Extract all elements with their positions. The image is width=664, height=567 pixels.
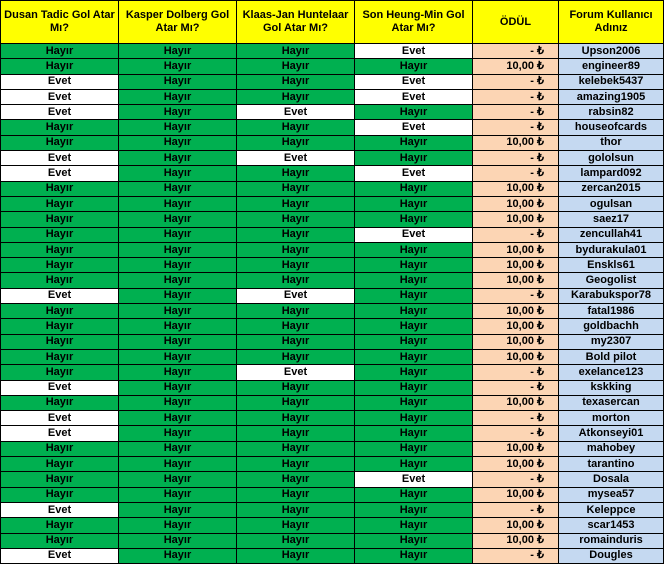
cell-odul: - ₺ [473,548,559,563]
cell-tadic: Evet [1,166,119,181]
cell-username: gololsun [559,151,664,166]
cell-odul: - ₺ [473,502,559,517]
cell-huntelaar: Hayır [237,472,355,487]
cell-son: Evet [355,74,473,89]
cell-tadic: Hayır [1,365,119,380]
table-row [1,411,664,426]
table-row [1,242,664,257]
cell-dolberg: Hayır [119,334,237,349]
header-son: Son Heung-Min Gol Atar Mı? [355,1,473,44]
cell-dolberg: Hayır [119,380,237,395]
cell-tadic: Evet [1,74,119,89]
cell-son: Hayır [355,533,473,548]
cell-odul: - ₺ [473,426,559,441]
cell-dolberg: Hayır [119,426,237,441]
cell-odul: - ₺ [473,380,559,395]
cell-odul: - ₺ [473,151,559,166]
table-row [1,548,664,563]
cell-dolberg: Hayır [119,227,237,242]
cell-tadic: Hayır [1,349,119,364]
cell-dolberg: Hayır [119,518,237,533]
cell-son: Hayır [355,319,473,334]
cell-tadic: Evet [1,105,119,120]
table-row [1,304,664,319]
table-row [1,74,664,89]
cell-huntelaar: Hayır [237,518,355,533]
cell-dolberg: Hayır [119,89,237,104]
header-row [1,1,664,44]
cell-odul: - ₺ [473,166,559,181]
cell-username: romainduris [559,533,664,548]
cell-dolberg: Hayır [119,304,237,319]
cell-dolberg: Hayır [119,349,237,364]
cell-dolberg: Hayır [119,365,237,380]
cell-odul: - ₺ [473,44,559,59]
table-row [1,426,664,441]
table-row [1,227,664,242]
table-row [1,487,664,502]
table-row [1,472,664,487]
cell-odul: 10,00 ₺ [473,349,559,364]
cell-odul: 10,00 ₺ [473,135,559,150]
header-username: Forum Kullanıcı Adınız [559,1,664,44]
cell-son: Evet [355,44,473,59]
cell-username: exelance123 [559,365,664,380]
cell-huntelaar: Hayır [237,89,355,104]
cell-username: houseofcards [559,120,664,135]
cell-son: Hayır [355,181,473,196]
cell-username: scar1453 [559,518,664,533]
cell-username: Keleppce [559,502,664,517]
cell-tadic: Hayır [1,472,119,487]
cell-son: Hayır [355,395,473,410]
cell-dolberg: Hayır [119,196,237,211]
cell-son: Hayır [355,426,473,441]
cell-username: Dosala [559,472,664,487]
cell-tadic: Evet [1,411,119,426]
table-row [1,502,664,517]
cell-dolberg: Hayır [119,151,237,166]
cell-son: Hayır [355,242,473,257]
cell-tadic: Hayır [1,212,119,227]
cell-username: mysea57 [559,487,664,502]
cell-dolberg: Hayır [119,457,237,472]
cell-odul: 10,00 ₺ [473,242,559,257]
cell-huntelaar: Hayır [237,533,355,548]
cell-odul: 10,00 ₺ [473,319,559,334]
cell-son: Hayır [355,365,473,380]
cell-huntelaar: Hayır [237,227,355,242]
cell-username: lampard092 [559,166,664,181]
cell-dolberg: Hayır [119,533,237,548]
table-row [1,258,664,273]
cell-son: Hayır [355,380,473,395]
cell-huntelaar: Hayır [237,44,355,59]
table-row [1,135,664,150]
cell-odul: - ₺ [473,105,559,120]
table-row [1,59,664,74]
cell-son: Hayır [355,59,473,74]
cell-huntelaar: Hayır [237,502,355,517]
cell-huntelaar: Hayır [237,258,355,273]
cell-username: morton [559,411,664,426]
cell-username: my2307 [559,334,664,349]
cell-tadic: Evet [1,548,119,563]
cell-son: Evet [355,89,473,104]
table-row [1,457,664,472]
cell-huntelaar: Hayır [237,426,355,441]
header-tadic: Dusan Tadic Gol Atar Mı? [1,1,119,44]
table-row [1,212,664,227]
cell-odul: 10,00 ₺ [473,196,559,211]
cell-son: Hayır [355,151,473,166]
cell-username: Geogolist [559,273,664,288]
cell-son: Hayır [355,334,473,349]
cell-odul: 10,00 ₺ [473,441,559,456]
cell-huntelaar: Hayır [237,411,355,426]
table-row [1,334,664,349]
cell-odul: 10,00 ₺ [473,533,559,548]
cell-huntelaar: Hayır [237,304,355,319]
cell-son: Hayır [355,135,473,150]
table-row [1,349,664,364]
cell-tadic: Hayır [1,319,119,334]
cell-username: Karabukspor78 [559,288,664,303]
table-row [1,89,664,104]
cell-dolberg: Hayır [119,273,237,288]
cell-huntelaar: Hayır [237,74,355,89]
cell-tadic: Evet [1,502,119,517]
cell-son: Hayır [355,518,473,533]
cell-odul: - ₺ [473,411,559,426]
table-body [1,44,664,564]
cell-username: goldbachh [559,319,664,334]
table-row [1,105,664,120]
table-row [1,273,664,288]
table-row [1,288,664,303]
cell-huntelaar: Hayır [237,212,355,227]
cell-username: bydurakula01 [559,242,664,257]
cell-tadic: Hayır [1,227,119,242]
cell-huntelaar: Evet [237,105,355,120]
cell-son: Evet [355,166,473,181]
cell-son: Hayır [355,487,473,502]
cell-huntelaar: Evet [237,151,355,166]
cell-odul: - ₺ [473,89,559,104]
cell-son: Hayır [355,273,473,288]
cell-son: Hayır [355,349,473,364]
cell-huntelaar: Hayır [237,273,355,288]
cell-dolberg: Hayır [119,44,237,59]
cell-dolberg: Hayır [119,212,237,227]
table-row [1,365,664,380]
cell-username: zercan2015 [559,181,664,196]
cell-username: texasercan [559,395,664,410]
table-row [1,196,664,211]
cell-tadic: Evet [1,288,119,303]
cell-tadic: Hayır [1,258,119,273]
cell-son: Hayır [355,212,473,227]
cell-huntelaar: Evet [237,365,355,380]
cell-username: tarantino [559,457,664,472]
cell-dolberg: Hayır [119,548,237,563]
cell-username: zencullah41 [559,227,664,242]
cell-odul: 10,00 ₺ [473,258,559,273]
cell-tadic: Hayır [1,518,119,533]
cell-odul: 10,00 ₺ [473,334,559,349]
cell-dolberg: Hayır [119,59,237,74]
header-odul: ÖDÜL [473,1,559,44]
cell-dolberg: Hayır [119,166,237,181]
table-row [1,533,664,548]
cell-dolberg: Hayır [119,181,237,196]
cell-tadic: Hayır [1,487,119,502]
cell-dolberg: Hayır [119,258,237,273]
cell-odul: - ₺ [473,365,559,380]
cell-username: Enskls61 [559,258,664,273]
cell-username: ogulsan [559,196,664,211]
cell-odul: - ₺ [473,288,559,303]
table-row [1,151,664,166]
cell-huntelaar: Hayır [237,349,355,364]
cell-son: Hayır [355,304,473,319]
cell-son: Hayır [355,441,473,456]
cell-tadic: Hayır [1,334,119,349]
cell-odul: - ₺ [473,120,559,135]
cell-odul: 10,00 ₺ [473,304,559,319]
cell-son: Hayır [355,502,473,517]
cell-tadic: Hayır [1,304,119,319]
cell-son: Evet [355,120,473,135]
cell-dolberg: Hayır [119,105,237,120]
table-row [1,395,664,410]
cell-dolberg: Hayır [119,472,237,487]
cell-odul: 10,00 ₺ [473,395,559,410]
cell-huntelaar: Hayır [237,487,355,502]
cell-odul: 10,00 ₺ [473,518,559,533]
table-row [1,441,664,456]
cell-odul: 10,00 ₺ [473,59,559,74]
cell-tadic: Evet [1,426,119,441]
cell-son: Evet [355,472,473,487]
cell-tadic: Hayır [1,44,119,59]
cell-huntelaar: Hayır [237,196,355,211]
cell-dolberg: Hayır [119,502,237,517]
cell-odul: - ₺ [473,74,559,89]
cell-tadic: Hayır [1,135,119,150]
cell-huntelaar: Hayır [237,548,355,563]
cell-tadic: Hayır [1,441,119,456]
cell-huntelaar: Hayır [237,59,355,74]
cell-username: Dougles [559,548,664,563]
cell-son: Hayır [355,105,473,120]
cell-username: engineer89 [559,59,664,74]
cell-username: kskking [559,380,664,395]
cell-son: Hayır [355,457,473,472]
cell-tadic: Hayır [1,59,119,74]
cell-tadic: Hayır [1,395,119,410]
cell-odul: 10,00 ₺ [473,181,559,196]
header-dolberg: Kasper Dolberg Gol Atar Mı? [119,1,237,44]
cell-tadic: Evet [1,89,119,104]
cell-huntelaar: Evet [237,288,355,303]
table-row [1,518,664,533]
cell-dolberg: Hayır [119,395,237,410]
cell-son: Hayır [355,411,473,426]
cell-username: amazing1905 [559,89,664,104]
cell-tadic: Hayır [1,457,119,472]
cell-dolberg: Hayır [119,74,237,89]
cell-tadic: Hayır [1,273,119,288]
cell-odul: - ₺ [473,227,559,242]
cell-huntelaar: Hayır [237,120,355,135]
header-huntelaar: Klaas-Jan Huntelaar Gol Atar Mı? [237,1,355,44]
cell-son: Hayır [355,196,473,211]
cell-tadic: Hayır [1,120,119,135]
cell-son: Hayır [355,288,473,303]
cell-dolberg: Hayır [119,120,237,135]
cell-odul: 10,00 ₺ [473,487,559,502]
table-row [1,319,664,334]
cell-tadic: Hayır [1,242,119,257]
cell-username: thor [559,135,664,150]
cell-son: Evet [355,227,473,242]
cell-tadic: Hayır [1,533,119,548]
cell-odul: - ₺ [473,472,559,487]
cell-son: Hayır [355,548,473,563]
cell-huntelaar: Hayır [237,457,355,472]
cell-dolberg: Hayır [119,411,237,426]
cell-huntelaar: Hayır [237,441,355,456]
table-row [1,44,664,59]
cell-username: rabsin82 [559,105,664,120]
cell-huntelaar: Hayır [237,242,355,257]
cell-huntelaar: Hayır [237,166,355,181]
cell-username: Bold pilot [559,349,664,364]
cell-odul: 10,00 ₺ [473,457,559,472]
cell-odul: 10,00 ₺ [473,212,559,227]
cell-huntelaar: Hayır [237,319,355,334]
cell-odul: 10,00 ₺ [473,273,559,288]
cell-username: Atkonseyi01 [559,426,664,441]
cell-dolberg: Hayır [119,319,237,334]
cell-dolberg: Hayır [119,487,237,502]
cell-tadic: Evet [1,380,119,395]
cell-huntelaar: Hayır [237,395,355,410]
cell-huntelaar: Hayır [237,181,355,196]
table-row [1,181,664,196]
cell-dolberg: Hayır [119,441,237,456]
cell-dolberg: Hayır [119,288,237,303]
table-row [1,120,664,135]
cell-huntelaar: Hayır [237,334,355,349]
cell-dolberg: Hayır [119,135,237,150]
cell-username: saez17 [559,212,664,227]
cell-username: Upson2006 [559,44,664,59]
cell-tadic: Hayır [1,196,119,211]
cell-tadic: Hayır [1,181,119,196]
cell-username: kelebek5437 [559,74,664,89]
cell-dolberg: Hayır [119,242,237,257]
table-row [1,166,664,181]
cell-username: mahobey [559,441,664,456]
table-row [1,380,664,395]
cell-tadic: Evet [1,151,119,166]
cell-huntelaar: Hayır [237,380,355,395]
cell-username: fatal1986 [559,304,664,319]
cell-son: Hayır [355,258,473,273]
cell-huntelaar: Hayır [237,135,355,150]
